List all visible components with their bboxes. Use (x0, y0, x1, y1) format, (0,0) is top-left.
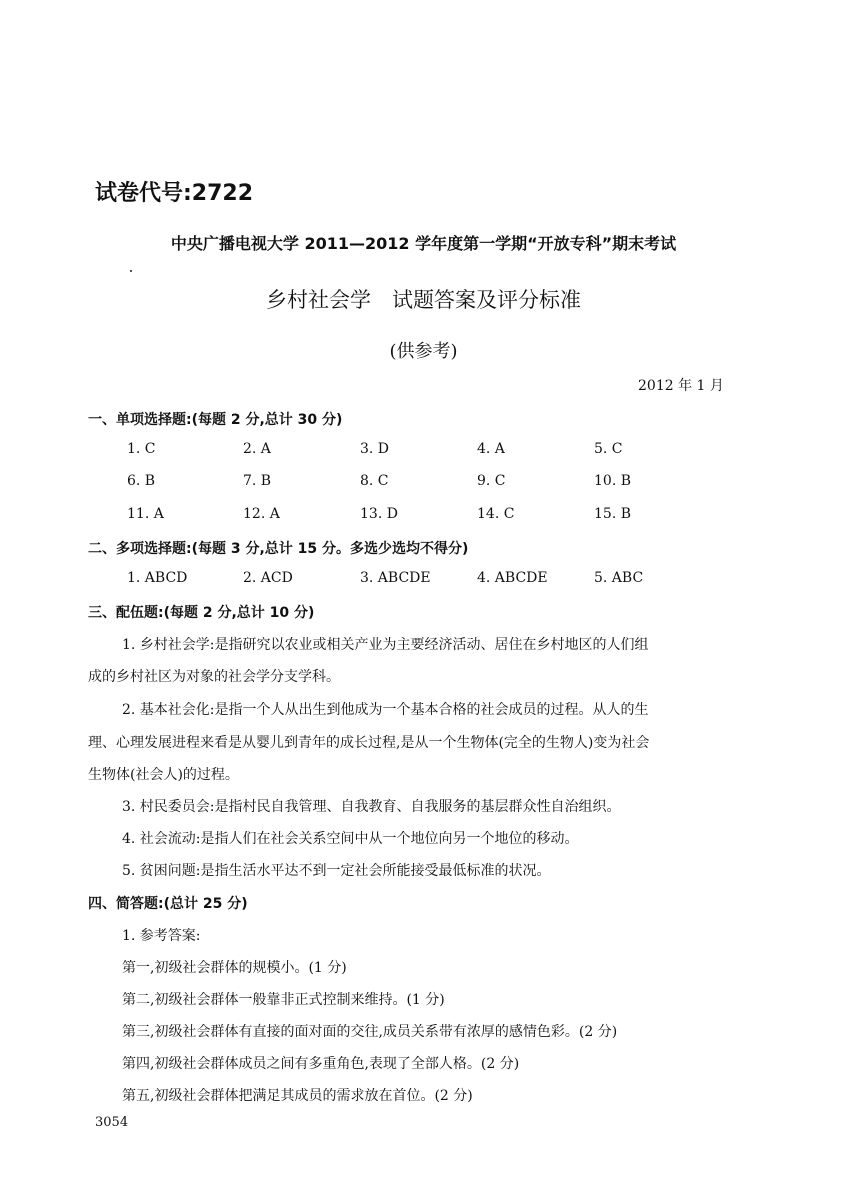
reference-note: (供参考) (389, 341, 458, 362)
answer-item: 1. C (127, 441, 156, 457)
answer-item: 6. B (127, 473, 156, 489)
answer-item: 3. ABCDE (360, 570, 431, 586)
answer-item: 2. A (243, 441, 271, 457)
matching-heading: 三、配伍题:(每题 2 分,总计 10 分) (88, 605, 315, 621)
text-line: 第二,初级社会群体一般靠非正式控制来维持。(1 分) (122, 992, 445, 1008)
answer-item: 14. C (477, 506, 515, 522)
answer-item: 3. D (360, 441, 390, 457)
text-line: 理、心理发展进程来看是从婴儿到青年的成长过程,是从一个生物体(完全的生物人)变为社会 (88, 735, 650, 751)
text-line: 1. 乡村社会学:是指研究以农业或相关产业为主要经济活动、居住在乡村地区的人们组 (122, 637, 649, 653)
answer-item: 7. B (243, 473, 272, 489)
text-line: 第五,初级社会群体把满足其成员的需求放在首位。(2 分) (122, 1088, 473, 1104)
short-answer-heading: 四、简答题:(总计 25 分) (88, 896, 248, 912)
answer-item: 15. B (594, 506, 632, 522)
answer-item: 9. C (477, 473, 506, 489)
answer-item: 2. ACD (243, 570, 293, 586)
exam-title: 中央广播电视大学 2011—2012 学年度第一学期“开放专科”期末考试 (170, 234, 677, 253)
text-line: 第四,初级社会群体成员之间有多重角色,表现了全部人格。(2 分) (122, 1056, 520, 1072)
text-line: 2. 基本社会化:是指一个人从出生到他成为一个基本合格的社会成员的过程。从人的生 (122, 702, 649, 718)
answer-item: 4. A (477, 441, 505, 457)
answer-item: 5. ABC (594, 570, 644, 586)
text-line: 5. 贫困问题:是指生活水平达不到一定社会所能接受最低标准的状况。 (122, 863, 551, 879)
answer-item: 8. C (360, 473, 389, 489)
answer-item: 11. A (127, 506, 164, 522)
text-line: 第一,初级社会群体的规模小。(1 分) (122, 960, 347, 976)
answer-item: 13. D (360, 506, 398, 522)
text-line: 4. 社会流动:是指人们在社会关系空间中从一个地位向另一个地位的移动。 (122, 831, 579, 847)
text-line: 成的乡村社区为对象的社会学分支学科。 (88, 669, 340, 685)
paper-code: 试卷代号:2722 (95, 181, 254, 206)
text-line: 生物体(社会人)的过程。 (88, 767, 239, 783)
single-choice-heading: 一、单项选择题:(每题 2 分,总计 30 分) (88, 412, 343, 428)
course-title: 乡村社会学 试题答案及评分标准 (266, 288, 581, 312)
answer-item: 4. ABCDE (477, 570, 548, 586)
page-number: 3054 (95, 1115, 129, 1130)
answer-item: 12. A (243, 506, 280, 522)
text-line: 1. 参考答案: (122, 928, 201, 944)
scan-speck (130, 270, 132, 272)
text-line: 第三,初级社会群体有直接的面对面的交往,成员关系带有浓厚的感情色彩。(2 分) (122, 1024, 618, 1040)
answer-item: 1. ABCD (127, 570, 188, 586)
multiple-choice-heading: 二、多项选择题:(每题 3 分,总计 15 分。多选少选均不得分) (88, 541, 469, 557)
exam-date: 2012 年 1 月 (638, 378, 724, 394)
answer-item: 5. C (594, 441, 623, 457)
text-line: 3. 村民委员会:是指村民自我管理、自我教育、自我服务的基层群众性自治组织。 (122, 799, 621, 815)
answer-item: 10. B (594, 473, 632, 489)
